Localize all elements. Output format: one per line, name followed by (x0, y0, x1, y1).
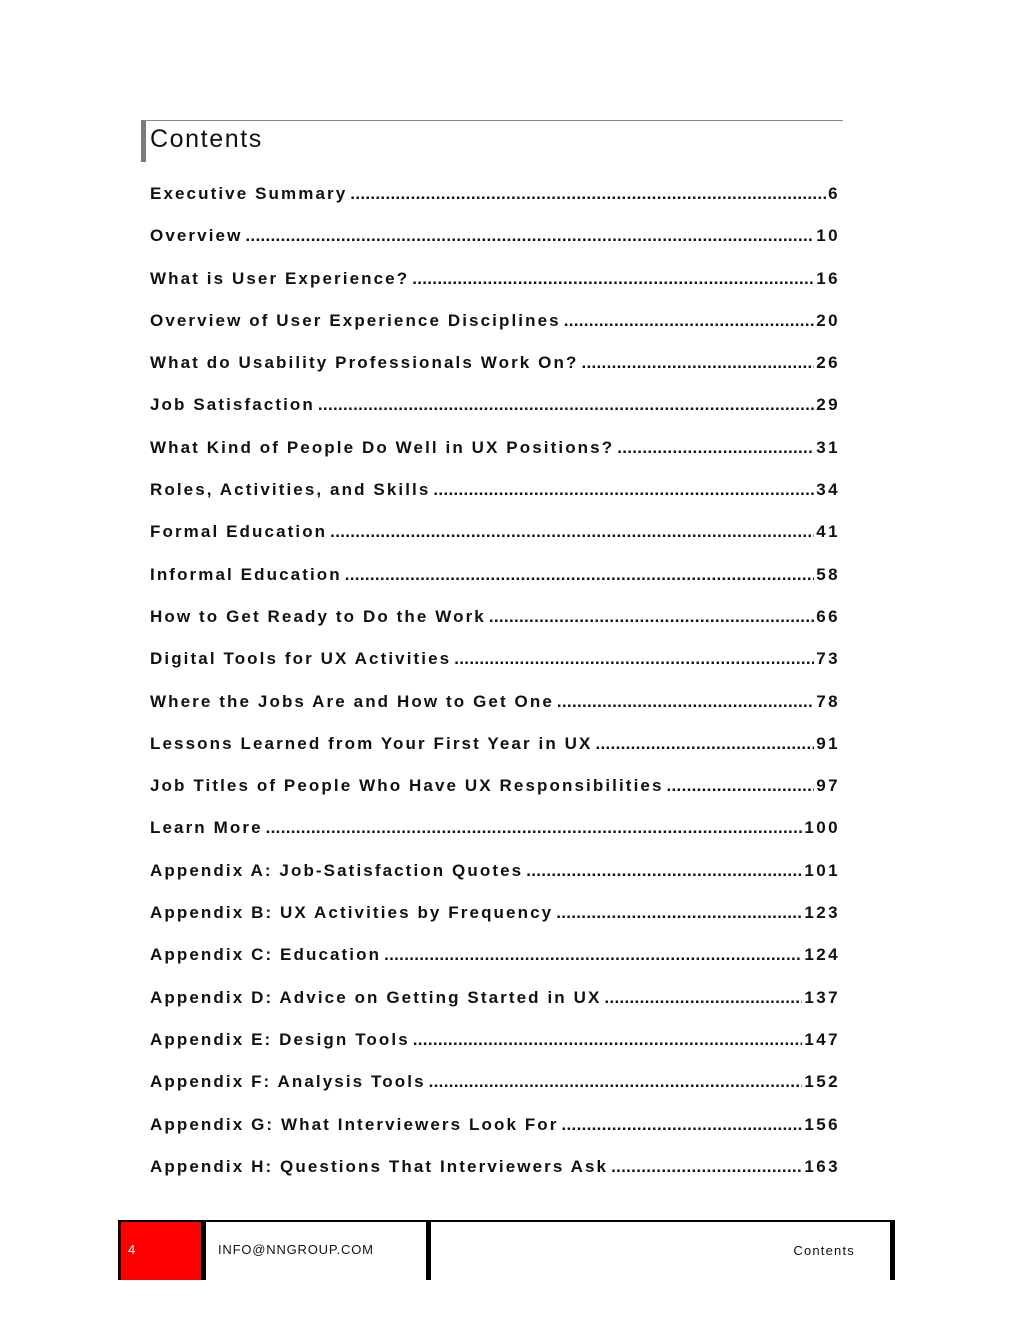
toc-dot-leader (454, 646, 814, 672)
toc-entry-page-number: 26 (816, 353, 840, 373)
toc-entry[interactable] (150, 1027, 840, 1069)
toc-entry-title: Appendix H: Questions That Interviewers Ask (150, 1156, 609, 1176)
footer-page-number-box (118, 1222, 206, 1280)
toc-dot-leader (245, 223, 814, 249)
toc-dot-leader (330, 519, 814, 545)
toc-entry-title: Appendix F: Analysis Tools (150, 1072, 426, 1092)
toc-entry-page-number: 34 (816, 480, 840, 500)
toc-entry-title: Job Satisfaction (150, 395, 315, 415)
toc-entry-page-number: 147 (804, 1029, 840, 1049)
footer-section-title: Contents (793, 1243, 855, 1258)
toc-dot-leader (412, 266, 814, 292)
toc-dot-leader (604, 985, 802, 1011)
toc-dot-leader (429, 1069, 803, 1095)
toc-dot-leader (489, 604, 814, 630)
toc-entry-page-number: 31 (816, 437, 840, 457)
toc-dot-leader (562, 1112, 803, 1138)
toc-entry[interactable] (150, 900, 840, 942)
toc-entry-page-number: 97 (816, 776, 840, 796)
toc-entry-title: Overview (150, 226, 243, 246)
toc-entry-page-number: 78 (816, 691, 840, 711)
toc-dot-leader (384, 942, 802, 968)
toc-dot-leader (595, 731, 814, 757)
toc-entry[interactable] (150, 646, 840, 688)
toc-dot-leader (617, 435, 814, 461)
toc-dot-leader (413, 1027, 803, 1053)
page-footer (118, 1220, 895, 1280)
toc-dot-leader (564, 308, 815, 334)
toc-entry[interactable] (150, 392, 840, 434)
toc-entry-page-number: 66 (816, 606, 840, 626)
toc-entry[interactable] (150, 308, 840, 350)
toc-entry-page-number: 20 (816, 310, 840, 330)
toc-entry[interactable] (150, 435, 840, 477)
toc-dot-leader (345, 562, 815, 588)
toc-entry-page-number: 6 (828, 184, 840, 203)
toc-entry-title: Lessons Learned from Your First Year in UX (150, 733, 593, 753)
toc-entry-title: Appendix C: Education (150, 945, 382, 965)
toc-entry-page-number: 10 (816, 226, 840, 246)
toc-entry-title: Overview of User Experience Disciplines (150, 310, 561, 330)
toc-entry-page-number: 137 (804, 987, 840, 1007)
toc-entry-title: How to Get Ready to Do the Work (150, 606, 486, 626)
toc-entry-page-number: 41 (816, 522, 840, 542)
toc-entry[interactable] (150, 858, 840, 900)
toc-entry[interactable] (150, 477, 840, 519)
toc-entry-title: Learn More (150, 818, 263, 838)
toc-entry-page-number: 123 (804, 903, 840, 923)
footer-email-link[interactable]: INFO@NNGROUP.COM (218, 1242, 374, 1257)
toc-entry-title: Appendix D: Advice on Getting Started in UX (150, 987, 602, 1007)
toc-entry-title: Appendix E: Design Tools (150, 1029, 410, 1049)
toc-entry[interactable] (150, 942, 840, 984)
contents-heading-block (141, 120, 843, 162)
toc-entry-page-number: 73 (816, 649, 840, 669)
toc-dot-leader (350, 181, 826, 207)
toc-entry[interactable] (150, 181, 840, 223)
toc-entry-page-number: 163 (804, 1156, 840, 1176)
table-of-contents (150, 181, 840, 1196)
toc-entry-page-number: 124 (804, 945, 840, 965)
toc-entry[interactable] (150, 562, 840, 604)
toc-entry-title: What is User Experience? (150, 268, 410, 288)
toc-entry[interactable] (150, 773, 840, 815)
toc-entry-page-number: 156 (804, 1114, 840, 1134)
toc-dot-leader (667, 773, 815, 799)
toc-dot-leader (318, 392, 814, 418)
toc-dot-leader (266, 815, 803, 841)
toc-dot-leader (433, 477, 814, 503)
toc-entry-title: Formal Education (150, 522, 328, 542)
footer-right-border (890, 1222, 895, 1280)
toc-entry-title: Appendix G: What Interviewers Look For (150, 1114, 559, 1134)
toc-entry[interactable] (150, 1069, 840, 1111)
toc-dot-leader (557, 689, 814, 715)
toc-dot-leader (526, 858, 802, 884)
page-title: Contents (150, 125, 263, 153)
toc-entry[interactable] (150, 985, 840, 1027)
toc-entry-page-number: 101 (804, 860, 840, 880)
toc-dot-leader (611, 1154, 802, 1180)
toc-entry-page-number: 58 (816, 564, 840, 584)
toc-entry-page-number: 29 (816, 395, 840, 415)
toc-entry-title: What do Usability Professionals Work On? (150, 353, 579, 373)
toc-entry[interactable] (150, 1112, 840, 1154)
toc-dot-leader (556, 900, 802, 926)
toc-entry-title: Appendix A: Job-Satisfaction Quotes (150, 860, 524, 880)
toc-entry-title: Job Titles of People Who Have UX Responsibilities (150, 776, 664, 796)
toc-entry[interactable] (150, 604, 840, 646)
toc-entry[interactable] (150, 350, 840, 392)
footer-divider (426, 1222, 431, 1280)
toc-entry-page-number: 100 (804, 818, 840, 838)
toc-entry-page-number: 91 (816, 733, 840, 753)
toc-entry-title: Where the Jobs Are and How to Get One (150, 691, 554, 711)
toc-entry-page-number: 16 (816, 268, 840, 288)
toc-entry[interactable] (150, 689, 840, 731)
toc-dot-leader (581, 350, 814, 376)
toc-entry[interactable] (150, 223, 840, 265)
toc-entry-title: Executive Summary (150, 184, 348, 203)
toc-entry-title: Appendix B: UX Activities by Frequency (150, 903, 554, 923)
toc-entry-title: Digital Tools for UX Activities (150, 649, 452, 669)
toc-entry-page-number: 152 (804, 1072, 840, 1092)
toc-entry[interactable] (150, 1154, 840, 1196)
toc-entry-title: Roles, Activities, and Skills (150, 480, 431, 500)
toc-entry[interactable] (150, 815, 840, 857)
toc-entry[interactable] (150, 731, 840, 773)
footer-page-number: 4 (128, 1242, 136, 1257)
toc-entry-title: What Kind of People Do Well in UX Positions? (150, 437, 615, 457)
toc-entry-title: Informal Education (150, 564, 342, 584)
toc-entry[interactable] (150, 519, 840, 561)
toc-entry[interactable] (150, 266, 840, 308)
